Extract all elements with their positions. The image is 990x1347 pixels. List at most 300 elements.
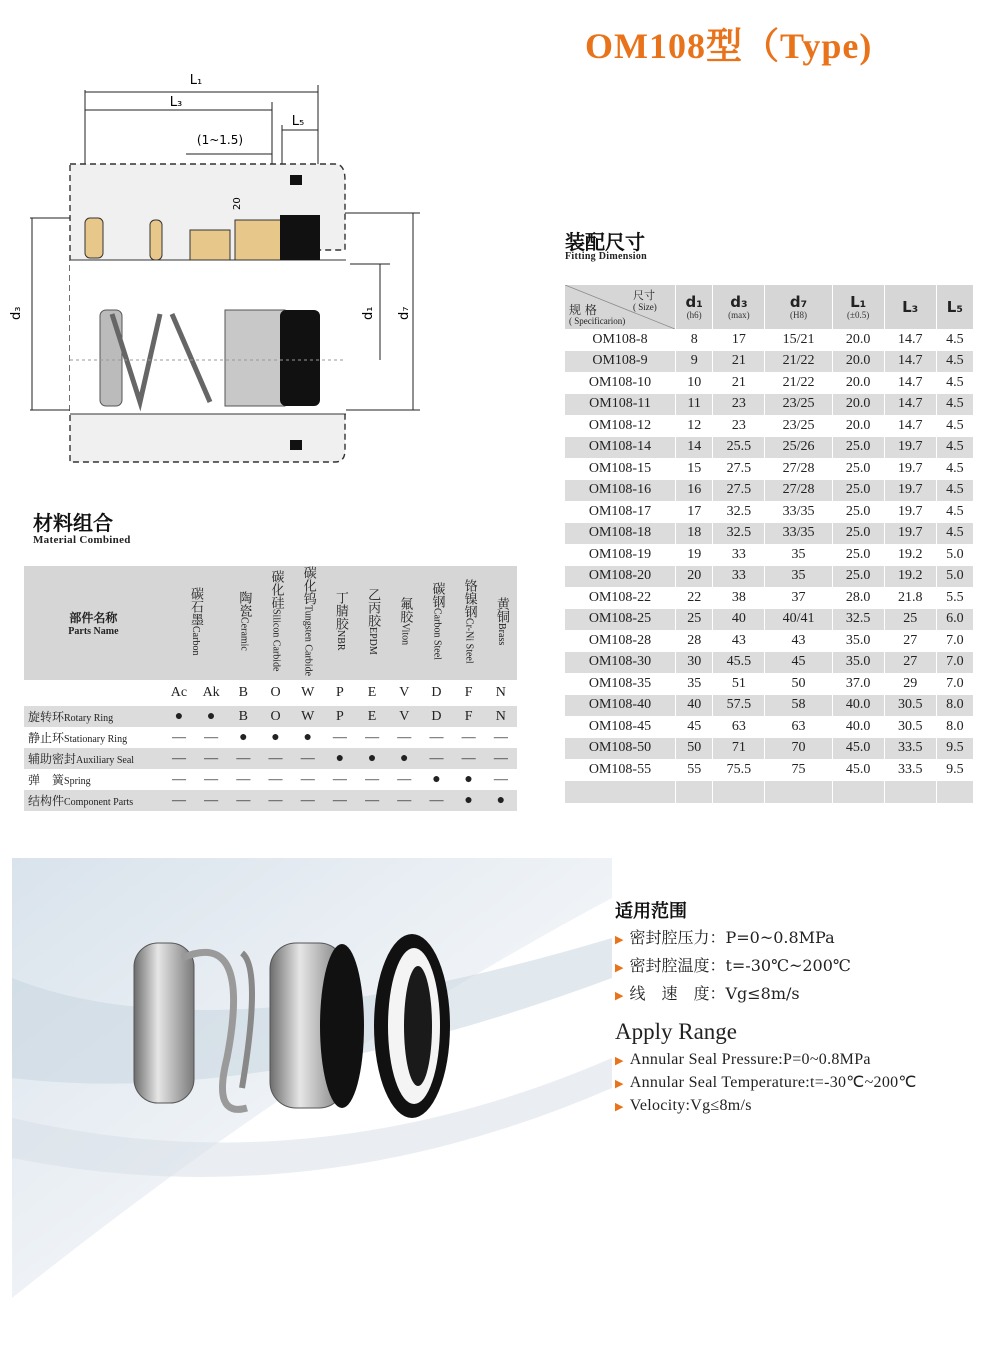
material-mark: — [388,769,420,790]
material-mark: ● [453,769,485,790]
model-cell: OM108-18 [565,523,676,545]
value-cell: 45 [765,652,832,674]
value-cell: 32.5 [713,501,765,523]
material-mark: — [420,748,452,769]
model-cell: OM108-50 [565,738,676,760]
value-cell: 14 [676,437,713,459]
table-row [565,458,973,480]
col-header-d3: d₃ (max) [713,285,765,329]
material-mark: — [356,727,388,748]
value-cell: 19 [676,544,713,566]
material-mark: — [388,790,420,811]
material-mark: — [292,769,324,790]
d3-label: d₃ [9,306,24,320]
value-cell: 6.0 [936,609,973,631]
model-cell: OM108-55 [565,759,676,781]
value-cell: 4.5 [936,458,973,480]
value-cell: 20.0 [832,351,884,373]
value-cell: 25 [884,609,936,631]
model-cell: OM108-15 [565,458,676,480]
value-cell: 23 [713,415,765,437]
value-cell: 9.5 [936,738,973,760]
table-row [565,759,973,781]
value-cell: 63 [765,716,832,738]
material-mark: — [356,769,388,790]
value-cell: 33 [713,566,765,588]
part-name: 静止环Stationary Ring [24,727,163,748]
value-cell: 14.7 [884,394,936,416]
value-cell: 21/22 [765,351,832,373]
material-mark: D [420,706,452,727]
material-header: 碳化钨Tungsten Carbide [292,566,324,680]
material-mark: — [227,790,259,811]
value-cell: 45 [676,716,713,738]
value-cell: 27/28 [765,458,832,480]
material-mark: — [163,790,195,811]
material-header: 丁腈胶NBR [324,566,356,680]
material-mark: N [485,706,517,727]
material-mark: — [485,769,517,790]
value-cell: 25.5 [713,437,765,459]
model-cell: OM108-14 [565,437,676,459]
value-cell: 29 [884,673,936,695]
model-cell: OM108-11 [565,394,676,416]
material-code: W [292,680,324,706]
part-name: 弹 簧Spring [24,769,163,790]
material-mark: ● [324,748,356,769]
material-mark: ● [195,706,227,727]
value-cell: 40 [713,609,765,631]
material-mark: — [485,748,517,769]
material-mark: — [388,727,420,748]
material-mark: — [324,727,356,748]
table-row [565,695,973,717]
blank-row [565,781,973,803]
material-mark: P [324,706,356,727]
value-cell: 21.8 [884,587,936,609]
material-mark: B [227,706,259,727]
value-cell: 19.2 [884,566,936,588]
size-cn: 尺寸 [633,289,655,302]
value-cell: 8.0 [936,695,973,717]
value-cell: 55 [676,759,713,781]
value-cell: 23/25 [765,415,832,437]
value-cell: 40.0 [832,695,884,717]
value-cell: 19.7 [884,458,936,480]
material-header: 碳钢Carbon Steel [420,566,452,680]
value-cell: 25.0 [832,480,884,502]
value-cell: 35.0 [832,652,884,674]
material-mark: — [227,748,259,769]
apply-item-cn: ▶ 密封腔温度：t=-30℃~200℃ [615,956,851,975]
value-cell: 35 [676,673,713,695]
l3-label: L₃ [169,95,183,110]
material-mark: ● [485,790,517,811]
table-row [565,501,973,523]
value-cell: 25/26 [765,437,832,459]
col-header-d7: d₇ (H8) [765,285,832,329]
value-cell: 21/22 [765,372,832,394]
apply-title: 适用范围 [615,901,687,922]
bullet-arrow-icon: ▶ [615,989,624,1002]
table-row [24,706,517,727]
material-mark: ● [388,748,420,769]
value-cell: 25.0 [832,566,884,588]
material-code: N [485,680,517,706]
value-cell: 35 [765,544,832,566]
value-cell: 15 [676,458,713,480]
value-cell: 21 [713,351,765,373]
value-cell: 14.7 [884,415,936,437]
bullet-arrow-icon: ▶ [615,961,624,974]
value-cell: 27/28 [765,480,832,502]
col-header-l3: L₃ [884,285,936,329]
value-cell: 18 [676,523,713,545]
value-cell: 4.5 [936,480,973,502]
table-row [565,523,973,545]
model-cell: OM108-17 [565,501,676,523]
model-cell: OM108-16 [565,480,676,502]
value-cell: 75 [765,759,832,781]
table-row [565,329,973,351]
value-cell: 4.5 [936,351,973,373]
value-cell: 23 [713,394,765,416]
material-mark: — [259,790,291,811]
material-mark: ● [453,790,485,811]
table-row [565,716,973,738]
d1-label: d₁ [361,306,376,320]
value-cell: 25.0 [832,544,884,566]
material-mark: — [356,790,388,811]
model-cell: OM108-20 [565,566,676,588]
material-code: E [356,680,388,706]
material-mark: — [453,727,485,748]
table-row [565,437,973,459]
material-header: 碳化硅Silicon Carbide [259,566,291,680]
value-cell: 75.5 [713,759,765,781]
value-cell: 32.5 [713,523,765,545]
value-cell: 21 [713,372,765,394]
value-cell: 33/35 [765,501,832,523]
value-cell: 51 [713,673,765,695]
value-cell: 43 [765,630,832,652]
col-header-d1: d₁ (h6) [676,285,713,329]
model-cell: OM108-25 [565,609,676,631]
material-mark: — [195,727,227,748]
value-cell: 40 [676,695,713,717]
value-cell: 33.5 [884,738,936,760]
value-cell: 19.7 [884,501,936,523]
fitting-title: 装配尺寸 [565,230,645,254]
value-cell: 38 [713,587,765,609]
value-cell: 8 [676,329,713,351]
value-cell: 27 [884,630,936,652]
apply-item-en: ▶ Annular Seal Pressure:P=0~0.8MPa [615,1051,871,1068]
model-cell: OM108-40 [565,695,676,717]
value-cell: 20.0 [832,415,884,437]
page-title: OM108型（Type) [585,26,873,66]
material-code: B [227,680,259,706]
material-mark: — [163,727,195,748]
material-mark: — [485,727,517,748]
material-code: P [324,680,356,706]
material-mark: ● [227,727,259,748]
material-mark: O [259,706,291,727]
l1-label: L₁ [189,73,203,88]
model-cell: OM108-22 [565,587,676,609]
material-mark: — [259,769,291,790]
value-cell: 28 [676,630,713,652]
model-cell: OM108-45 [565,716,676,738]
value-cell: 37.0 [832,673,884,695]
table-row [565,609,973,631]
value-cell: 40.0 [832,716,884,738]
value-cell: 4.5 [936,415,973,437]
bullet-arrow-icon: ▶ [615,933,624,946]
value-cell: 27.5 [713,458,765,480]
table-row [24,727,517,748]
table-row [24,748,517,769]
value-cell: 25.0 [832,458,884,480]
value-cell: 11 [676,394,713,416]
material-mark: ● [292,727,324,748]
material-mark: F [453,706,485,727]
material-code: Ak [195,680,227,706]
value-cell: 25.0 [832,523,884,545]
value-cell: 28.0 [832,587,884,609]
value-cell: 19.2 [884,544,936,566]
value-cell: 15/21 [765,329,832,351]
value-cell: 33.5 [884,759,936,781]
material-header: 碳石墨Carbon [163,566,227,680]
value-cell: 33/35 [765,523,832,545]
value-cell: 43 [713,630,765,652]
value-cell: 7.0 [936,652,973,674]
value-cell: 17 [713,329,765,351]
value-cell: 4.5 [936,437,973,459]
value-cell: 20.0 [832,329,884,351]
value-cell: 57.5 [713,695,765,717]
material-mark: — [420,790,452,811]
material-mark: ● [356,748,388,769]
value-cell: 30.5 [884,695,936,717]
value-cell: 4.5 [936,372,973,394]
gap-label: (1~1.5) [196,133,244,147]
part-name: 旋转环Rotary Ring [24,706,163,727]
table-row [565,566,973,588]
material-code: V [388,680,420,706]
value-cell: 5.0 [936,544,973,566]
fitting-subtitle: Fitting Dimension [565,251,648,262]
value-cell: 4.5 [936,501,973,523]
material-code: F [453,680,485,706]
value-cell: 14.7 [884,329,936,351]
material-mark: ● [420,769,452,790]
table-row [24,769,517,790]
material-mark: E [356,706,388,727]
fitting-header-spec [565,285,676,329]
material-mark: — [195,790,227,811]
value-cell: 4.5 [936,329,973,351]
value-cell: 58 [765,695,832,717]
value-cell: 37 [765,587,832,609]
value-cell: 22 [676,587,713,609]
value-cell: 9 [676,351,713,373]
model-cell: OM108-8 [565,329,676,351]
value-cell: 9.5 [936,759,973,781]
material-mark: ● [163,706,195,727]
value-cell: 23/25 [765,394,832,416]
value-cell: 17 [676,501,713,523]
material-mark: — [292,748,324,769]
value-cell: 32.5 [832,609,884,631]
angle-label: 20 [232,197,243,210]
parts-name-header: 部件名称 Parts Name [24,566,163,680]
value-cell: 27.5 [713,480,765,502]
material-mark: — [324,769,356,790]
value-cell: 20.0 [832,394,884,416]
material-table [24,566,517,811]
material-mark: — [292,790,324,811]
material-mark: — [420,727,452,748]
material-mark: W [292,706,324,727]
value-cell: 71 [713,738,765,760]
table-row [565,630,973,652]
material-code: D [420,680,452,706]
value-cell: 70 [765,738,832,760]
value-cell: 19.7 [884,523,936,545]
value-cell: 14.7 [884,372,936,394]
material-header: 铬镍钢Cr-Ni Steel [453,566,485,680]
part-name: 辅助密封Auxiliary Seal [24,748,163,769]
size-en: ( Size) [633,302,657,312]
value-cell: 8.0 [936,716,973,738]
value-cell: 40/41 [765,609,832,631]
apply-item-cn: ▶ 密封腔压力：P=0~0.8MPa [615,928,835,947]
table-row [24,790,517,811]
material-mark: — [227,769,259,790]
value-cell: 35.0 [832,630,884,652]
value-cell: 45.0 [832,738,884,760]
value-cell: 45.0 [832,759,884,781]
material-mark: — [259,748,291,769]
spec-cn: 规 格 [569,303,597,317]
value-cell: 25.0 [832,501,884,523]
bullet-arrow-icon: ▶ [615,1078,624,1090]
value-cell: 20 [676,566,713,588]
l5-label: L₅ [291,114,305,129]
fitting-dimension-table [565,285,973,803]
table-row [565,673,973,695]
value-cell: 4.5 [936,394,973,416]
value-cell: 14.7 [884,351,936,373]
value-cell: 5.5 [936,587,973,609]
table-row [565,544,973,566]
value-cell: 7.0 [936,673,973,695]
value-cell: 10 [676,372,713,394]
table-row [565,394,973,416]
d7-label: d₇ [397,306,412,320]
spec-en: ( Specificarion) [569,316,626,326]
material-header: 黄铜Brass [485,566,517,680]
material-mark: — [163,769,195,790]
material-mark: — [195,769,227,790]
value-cell: 35 [765,566,832,588]
table-row [565,738,973,760]
value-cell: 19.7 [884,437,936,459]
value-cell: 50 [676,738,713,760]
seal-cross-section-drawing [0,70,440,480]
material-mark: — [195,748,227,769]
model-cell: OM108-10 [565,372,676,394]
value-cell: 30.5 [884,716,936,738]
model-cell: OM108-19 [565,544,676,566]
col-header-l5: L₅ [936,285,973,329]
table-row [565,372,973,394]
material-mark: V [388,706,420,727]
value-cell: 50 [765,673,832,695]
material-mark: — [453,748,485,769]
apply-item-en: ▶ Annular Seal Temperature:t=-30℃~200℃ [615,1074,917,1091]
value-cell: 7.0 [936,630,973,652]
apply-item-en: ▶ Velocity:Vg≤8m/s [615,1097,752,1114]
material-code: Ac [163,680,195,706]
value-cell: 45.5 [713,652,765,674]
apply-title-en: Apply Range [615,1019,738,1044]
value-cell: 33 [713,544,765,566]
material-title: 材料组合 [33,511,113,535]
material-mark: — [163,748,195,769]
bullet-arrow-icon: ▶ [615,1055,624,1067]
table-row [565,480,973,502]
model-cell: OM108-30 [565,652,676,674]
value-cell: 12 [676,415,713,437]
table-row [565,652,973,674]
material-subtitle: Material Combined [33,534,131,546]
model-cell: OM108-9 [565,351,676,373]
apply-item-cn: ▶ 线 速 度：Vg≤8m/s [615,984,800,1003]
value-cell: 25 [676,609,713,631]
part-name: 结构件Component Parts [24,790,163,811]
model-cell: OM108-35 [565,673,676,695]
apply-list-cn [615,925,851,1009]
value-cell: 19.7 [884,480,936,502]
table-row [565,587,973,609]
material-header: 氟胶Viton [388,566,420,680]
col-header-l1: L₁ (±0.5) [832,285,884,329]
value-cell: 5.0 [936,566,973,588]
table-row [565,415,973,437]
value-cell: 27 [884,652,936,674]
value-cell: 20.0 [832,372,884,394]
value-cell: 30 [676,652,713,674]
value-cell: 25.0 [832,437,884,459]
product-photo [12,858,612,1298]
material-mark: ● [259,727,291,748]
material-header: 乙丙胶EPDM [356,566,388,680]
bullet-arrow-icon: ▶ [615,1101,624,1113]
value-cell: 63 [713,716,765,738]
material-header: 陶瓷Ceramic [227,566,259,680]
value-cell: 16 [676,480,713,502]
value-cell: 4.5 [936,523,973,545]
table-row [565,351,973,373]
model-cell: OM108-12 [565,415,676,437]
apply-list-en [615,1049,917,1118]
material-mark: — [324,790,356,811]
model-cell: OM108-28 [565,630,676,652]
material-code: O [259,680,291,706]
